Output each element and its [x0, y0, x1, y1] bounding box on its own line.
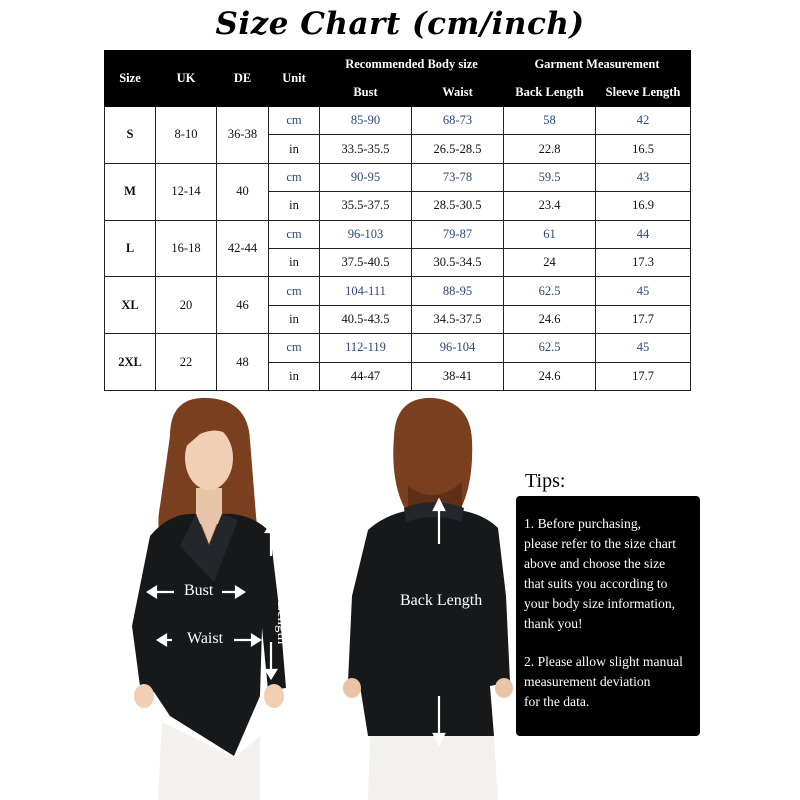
- bust-cell: 40.5-43.5: [320, 305, 412, 333]
- bust-cell: 104-111: [320, 277, 412, 305]
- table-row: [105, 220, 691, 248]
- header-sleeve-length: Sleeve Length: [596, 79, 691, 107]
- sleeve-length-cell: 17.7: [596, 305, 691, 333]
- back-length-cell: 61: [504, 220, 596, 248]
- bust-label: Bust: [184, 582, 214, 599]
- waist-cell: 96-104: [412, 334, 504, 362]
- unit-cell: in: [269, 305, 320, 333]
- waist-cell: 38-41: [412, 362, 504, 390]
- size-cell: L: [105, 220, 156, 277]
- tips-box: [516, 496, 700, 736]
- unit-cell: in: [269, 248, 320, 276]
- back-length-cell: 62.5: [504, 334, 596, 362]
- uk-cell: 8-10: [156, 107, 217, 164]
- back-length-cell: 62.5: [504, 277, 596, 305]
- bust-cell: 90-95: [320, 163, 412, 191]
- header-back-length: Back Length: [504, 79, 596, 107]
- size-cell: 2XL: [105, 334, 156, 391]
- sleeve-length-cell: 16.5: [596, 135, 691, 163]
- back-length-cell: 24.6: [504, 362, 596, 390]
- waist-label: Waist: [187, 630, 224, 647]
- waist-cell: 28.5-30.5: [412, 192, 504, 220]
- sleeve-length-cell: 44: [596, 220, 691, 248]
- waist-cell: 68-73: [412, 107, 504, 135]
- sleeve-length-cell: 43: [596, 163, 691, 191]
- unit-cell: cm: [269, 163, 320, 191]
- front-view-photo: [110, 396, 310, 800]
- header-recommended: Recommended Body size: [320, 51, 504, 79]
- waist-cell: 73-78: [412, 163, 504, 191]
- de-cell: 46: [217, 277, 269, 334]
- back-length-cell: 23.4: [504, 192, 596, 220]
- sleeve-length-cell: 16.9: [596, 192, 691, 220]
- unit-cell: in: [269, 192, 320, 220]
- bust-cell: 37.5-40.5: [320, 248, 412, 276]
- uk-cell: 12-14: [156, 163, 217, 220]
- unit-cell: cm: [269, 220, 320, 248]
- uk-cell: 22: [156, 334, 217, 391]
- header-bust: Bust: [320, 79, 412, 107]
- bust-cell: 35.5-37.5: [320, 192, 412, 220]
- back-length-cell: 24.6: [504, 305, 596, 333]
- bust-cell: 33.5-35.5: [320, 135, 412, 163]
- bust-cell: 96-103: [320, 220, 412, 248]
- waist-cell: 88-95: [412, 277, 504, 305]
- unit-cell: cm: [269, 334, 320, 362]
- table-row: [105, 107, 691, 135]
- bust-cell: 112-119: [320, 334, 412, 362]
- header-size: Size: [105, 51, 156, 107]
- de-cell: 40: [217, 163, 269, 220]
- unit-cell: in: [269, 362, 320, 390]
- page-title: Size Chart (cm/inch): [215, 6, 585, 42]
- sleeve-length-label: Sleeve Length: [274, 558, 290, 645]
- back-length-label: Back Length: [400, 592, 483, 609]
- back-length-cell: 58: [504, 107, 596, 135]
- size-cell: XL: [105, 277, 156, 334]
- header-garment: Garment Measurement: [504, 51, 691, 79]
- tip-item: 2. Please allow slight manual measurement deviation for the data.: [524, 654, 683, 709]
- size-cell: M: [105, 163, 156, 220]
- bust-cell: 44-47: [320, 362, 412, 390]
- table-row: [105, 163, 691, 191]
- back-view-photo: [338, 396, 518, 800]
- header-unit: Unit: [269, 51, 320, 107]
- back-length-cell: 24: [504, 248, 596, 276]
- header-waist: Waist: [412, 79, 504, 107]
- table-row: [105, 334, 691, 362]
- de-cell: 48: [217, 334, 269, 391]
- size-cell: S: [105, 107, 156, 164]
- sleeve-length-cell: 45: [596, 334, 691, 362]
- bust-cell: 85-90: [320, 107, 412, 135]
- uk-cell: 20: [156, 277, 217, 334]
- de-cell: 36-38: [217, 107, 269, 164]
- waist-cell: 30.5-34.5: [412, 248, 504, 276]
- tips-title: Tips:: [525, 470, 566, 492]
- header-uk: UK: [156, 51, 217, 107]
- sleeve-length-cell: 17.7: [596, 362, 691, 390]
- unit-cell: in: [269, 135, 320, 163]
- waist-cell: 34.5-37.5: [412, 305, 504, 333]
- waist-cell: 79-87: [412, 220, 504, 248]
- back-length-cell: 22.8: [504, 135, 596, 163]
- waist-cell: 26.5-28.5: [412, 135, 504, 163]
- unit-cell: cm: [269, 277, 320, 305]
- header-de: DE: [217, 51, 269, 107]
- tip-item: 1. Before purchasing, please refer to the size chart above and choose the size that suits you according to your body size information, thank you!: [524, 516, 677, 631]
- back-length-cell: 59.5: [504, 163, 596, 191]
- de-cell: 42-44: [217, 220, 269, 277]
- sleeve-length-cell: 17.3: [596, 248, 691, 276]
- sleeve-length-cell: 42: [596, 107, 691, 135]
- sleeve-length-cell: 45: [596, 277, 691, 305]
- uk-cell: 16-18: [156, 220, 217, 277]
- size-chart-table: [104, 50, 691, 391]
- unit-cell: cm: [269, 107, 320, 135]
- table-row: [105, 277, 691, 305]
